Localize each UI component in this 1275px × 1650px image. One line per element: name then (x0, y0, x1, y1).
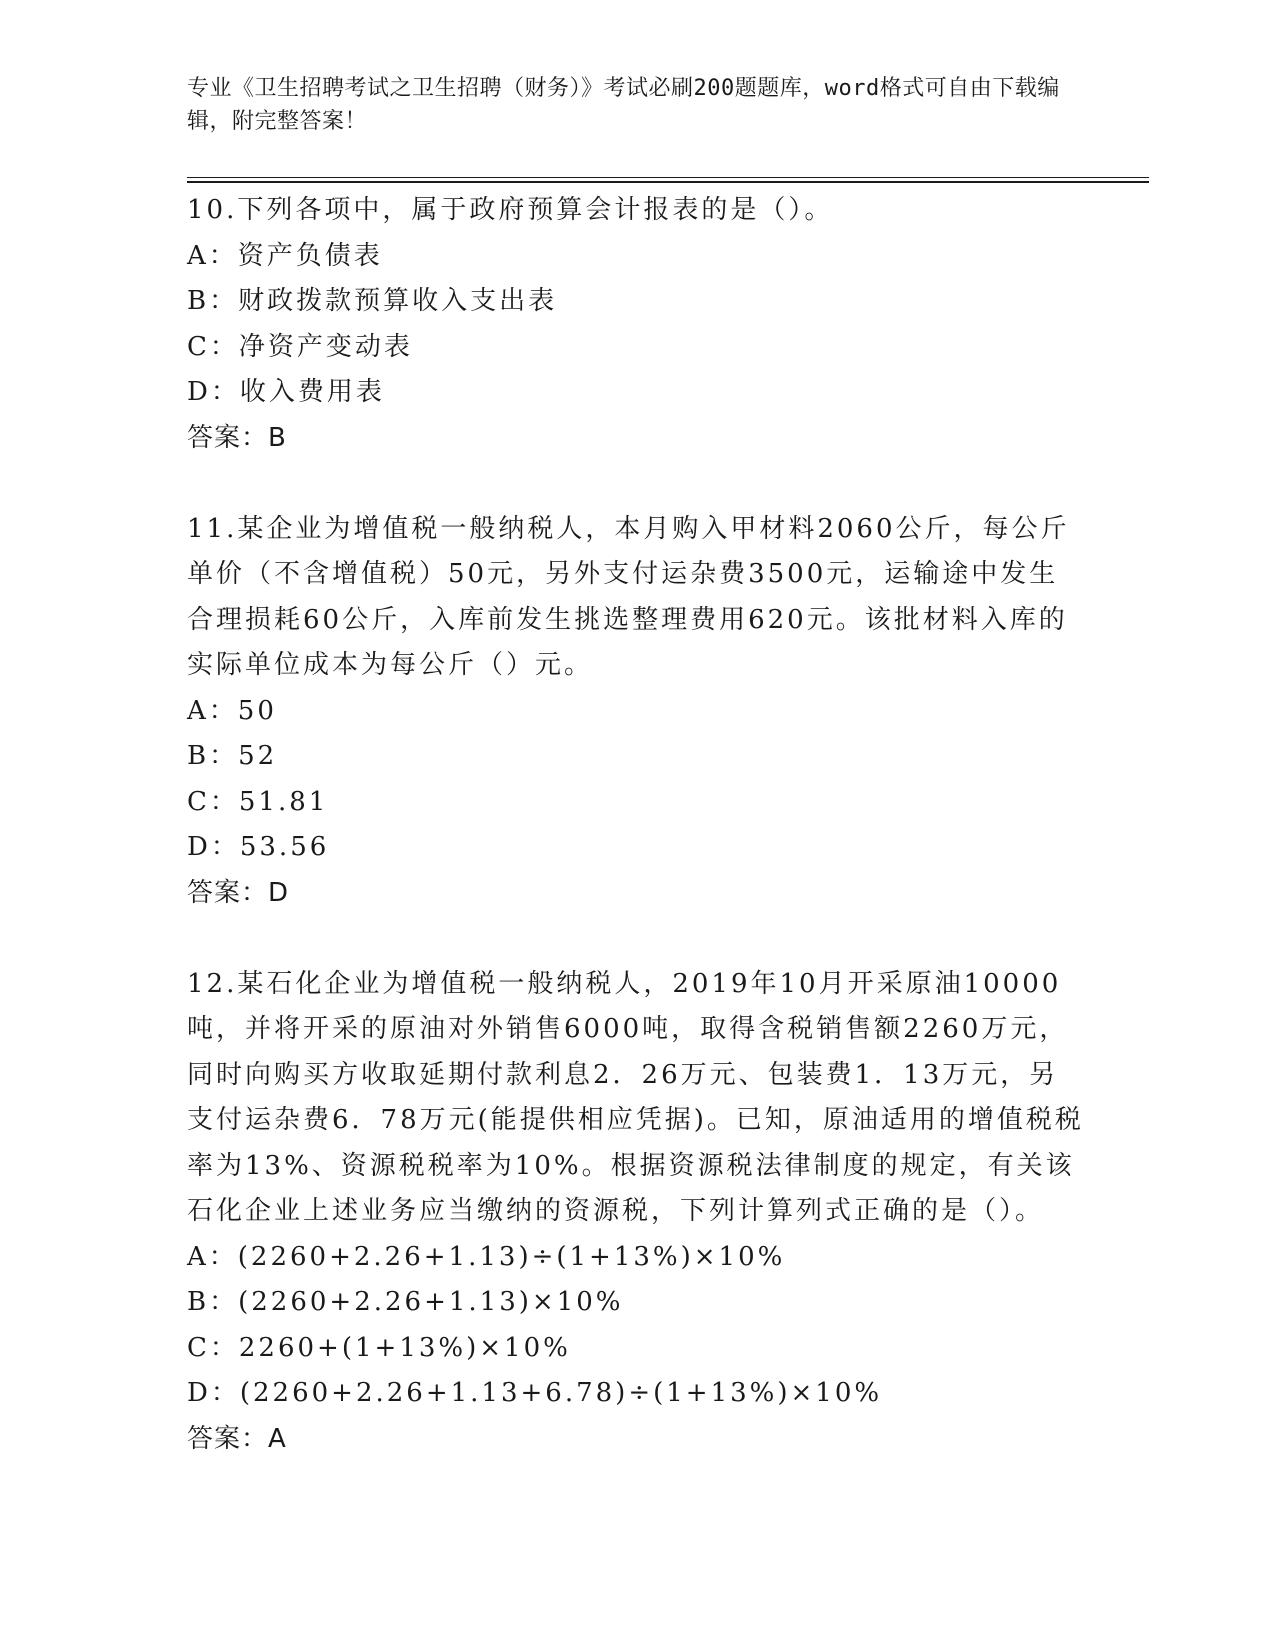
option-a: A：50 (187, 695, 277, 726)
option-a: A：资产负债表 (187, 240, 383, 271)
answer: 答案：A (187, 1423, 287, 1454)
header-divider-thin (187, 177, 1149, 178)
option-a: A：(2260+2.26+1.13)÷(1+13%)×10% (187, 1241, 786, 1272)
option-d: D：53.56 (187, 832, 330, 862)
option-d: D：(2260+2.26+1.13+6.78)÷(1+13%)×10% (187, 1378, 883, 1408)
option-c: C：51.81 (187, 786, 329, 817)
option-c: C：净资产变动表 (187, 331, 413, 362)
question-stem: 10.下列各项中，属于政府预算会计报表的是（）。 (187, 195, 834, 225)
option-b: B：52 (187, 741, 278, 771)
option-b: B：财政拨款预算收入支出表 (187, 286, 558, 316)
answer: 答案：D (187, 877, 290, 908)
document-header: 专业《卫生招聘考试之卫生招聘（财务）》考试必刷200题题库，word格式可自由下载编辑，附完整答案！ (187, 76, 1060, 134)
question-stem: 12.某石化企业为增值税一般纳税人，2019年10月开采原油10000吨，并将开采的原油对外销售6000吨，取得含税销售额2260万元，同时向购买方收取延期付款利息2．26万元、包装费1．13万元，另支付运杂费6．78万元(能提供相应凭据)。已知，原油适用的增值税税率为13%、资源税税率为10%。根据资源税法律制度的规定，有关该石化企业上述业务应当缴纳的资源税，下列计算列式正确的是（）。 (187, 968, 1084, 1226)
question-10 (187, 188, 1087, 461)
question-12 (187, 962, 1087, 1463)
question-list (187, 188, 1087, 1462)
question-gap (187, 916, 1087, 962)
answer: 答案：B (187, 422, 287, 453)
question-gap (187, 461, 1087, 507)
question-stem: 11.某企业为增值税一般纳税人，本月购入甲材料2060公斤，每公斤单价（不含增值税）50元，另外支付运杂费3500元，运输途中发生合理损耗60公斤，入库前发生挑选整理费用620元。该批材料入库的实际单位成本为每公斤（）元。 (187, 513, 1070, 680)
header-divider-thick (187, 181, 1149, 183)
option-b: B：(2260+2.26+1.13)×10% (187, 1287, 624, 1317)
option-d: D：收入费用表 (187, 377, 385, 407)
question-11 (187, 507, 1087, 917)
option-c: C：2260+(1+13%)×10% (187, 1332, 571, 1363)
